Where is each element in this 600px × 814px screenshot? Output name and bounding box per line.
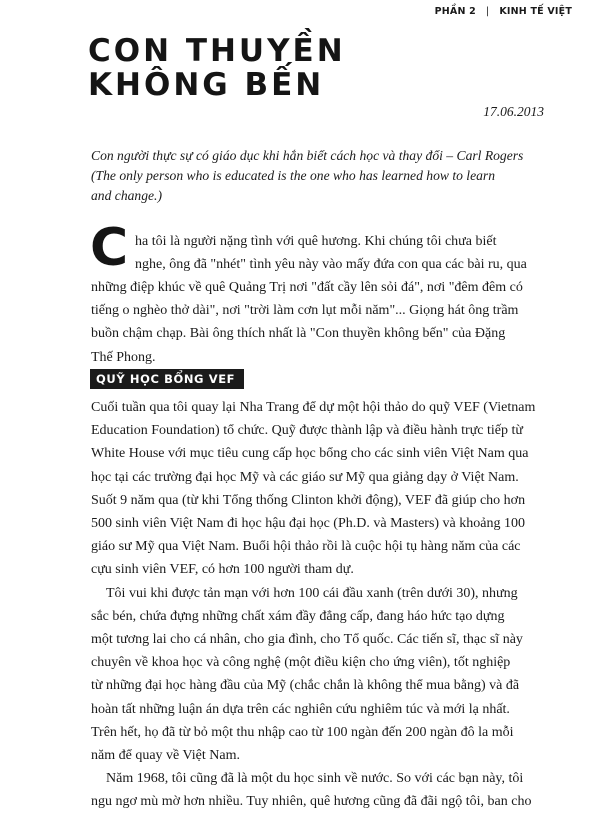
text-line: một tương lai cho cá nhân, cho gia đình, cho Tổ quốc. Các tiến sĩ, thạc sĩ này xyxy=(91,632,523,648)
section-heading: QUỸ HỌC BỔNG VEF xyxy=(90,369,244,389)
section-label: KINH TẾ VIỆT xyxy=(499,6,572,17)
text-line: năm để quay về Việt Nam. xyxy=(91,748,240,764)
text-line: ngu ngơ mù mờ hơn nhiều. Tuy nhiên, quê hương cũng đã đãi ngộ tôi, ban cho xyxy=(91,794,532,810)
text-line: cựu sinh viên VEF, có hơn 100 người tham dự. xyxy=(91,562,354,578)
text-line: ha tôi là người nặng tình với quê hương. Khi chúng tôi chưa biết xyxy=(135,234,497,249)
text-line: Năm 1968, tôi cũng đã là một du học sinh về nước. So với các bạn này, tôi xyxy=(106,771,524,787)
body-text xyxy=(91,396,535,814)
drop-cap: C xyxy=(90,218,129,278)
epigraph-line: Con người thực sự có giáo dục khi hắn biết cách học và thay đổi – Carl Rogers xyxy=(91,148,524,163)
text-line: chuyên về khoa học và công nghệ (một điều kiện cho ứng viên), tốt nghiệp xyxy=(91,655,511,671)
epigraph xyxy=(91,146,553,206)
text-line: hoàn tất những luận án dựa trên các nghiên cứu nghiêm túc và mới lạ nhất. xyxy=(91,701,510,717)
text-line: Suốt 9 năm qua (từ khi Tổng thống Clinton khởi động), VEF đã giúp cho hơn xyxy=(91,492,526,508)
text-line: tiếng o nghèo thở dài", nơi "trời làm cơn lụt mỗi năm"... Giọng hát ông trầm xyxy=(91,303,519,319)
text-line: White House với mục tiêu cung cấp học bổng cho các sinh viên Việt Nam qua xyxy=(91,446,529,462)
text-line: buồn chậm chạp. Bài ông thích nhất là "Con thuyền không bến" của Đặng xyxy=(91,326,506,342)
text-line: Trên hết, họ đã từ bỏ một thu nhập cao từ 100 ngàn đến 200 ngàn đô la mỗi xyxy=(91,724,514,740)
epigraph-line: and change.) xyxy=(91,188,162,203)
text-line: từ những đại học hàng đầu của Mỹ (chắc chắn là không thể mua bằng) và đã xyxy=(91,678,520,694)
text-line: Thế Phong. xyxy=(91,349,156,365)
text-line: sắc bén, chứa đựng những chất xám đầy đẳng cấp, đang háo hức tạo dựng xyxy=(91,608,505,624)
text-line: Cuối tuần qua tôi quay lại Nha Trang để dự một hội thảo do quỹ VEF (Vietnam xyxy=(91,400,536,415)
intro-paragraph-start xyxy=(135,230,527,276)
text-line: những điệp khúc về quê Quảng Trị nơi "đất cầy lên sỏi đá", nơi "đêm đêm có xyxy=(91,280,523,295)
chapter-title-line-1: CON THUYỀN xyxy=(88,33,346,69)
text-line: học tại các trường đại học Mỹ và các giáo sư Mỹ qua giảng dạy ở Việt Nam. xyxy=(91,469,519,485)
intro-paragraph-rest xyxy=(91,276,523,369)
epigraph-line: (The only person who is educated is the one who has learned how to learn xyxy=(91,168,495,183)
running-header xyxy=(435,6,572,17)
text-line: giáo sư Mỹ qua Việt Nam. Buổi hội thảo rồi là cuộc hội tụ hàng năm của các xyxy=(91,539,521,555)
text-line: Education Foundation) tổ chức. Quỹ được thành lập và điều hành trực tiếp từ xyxy=(91,423,523,439)
chapter-title xyxy=(88,34,346,102)
article-date: 17.06.2013 xyxy=(483,104,544,119)
part-label: PHẦN 2 xyxy=(434,6,476,17)
header-separator: | xyxy=(485,6,490,17)
chapter-title-line-2: KHÔNG BẾN xyxy=(88,67,325,103)
text-line: 500 sinh viên Việt Nam đi học hậu đại học (Ph.D. và Masters) và khoảng 100 xyxy=(91,516,525,532)
text-line: Tôi vui khi được tản mạn với hơn 100 cái đầu xanh (trên dưới 30), nhưng xyxy=(106,585,518,601)
text-line: nghe, ông đã "nhét" tình yêu này vào mấy đứa con qua các bài ru, qua xyxy=(135,257,527,273)
